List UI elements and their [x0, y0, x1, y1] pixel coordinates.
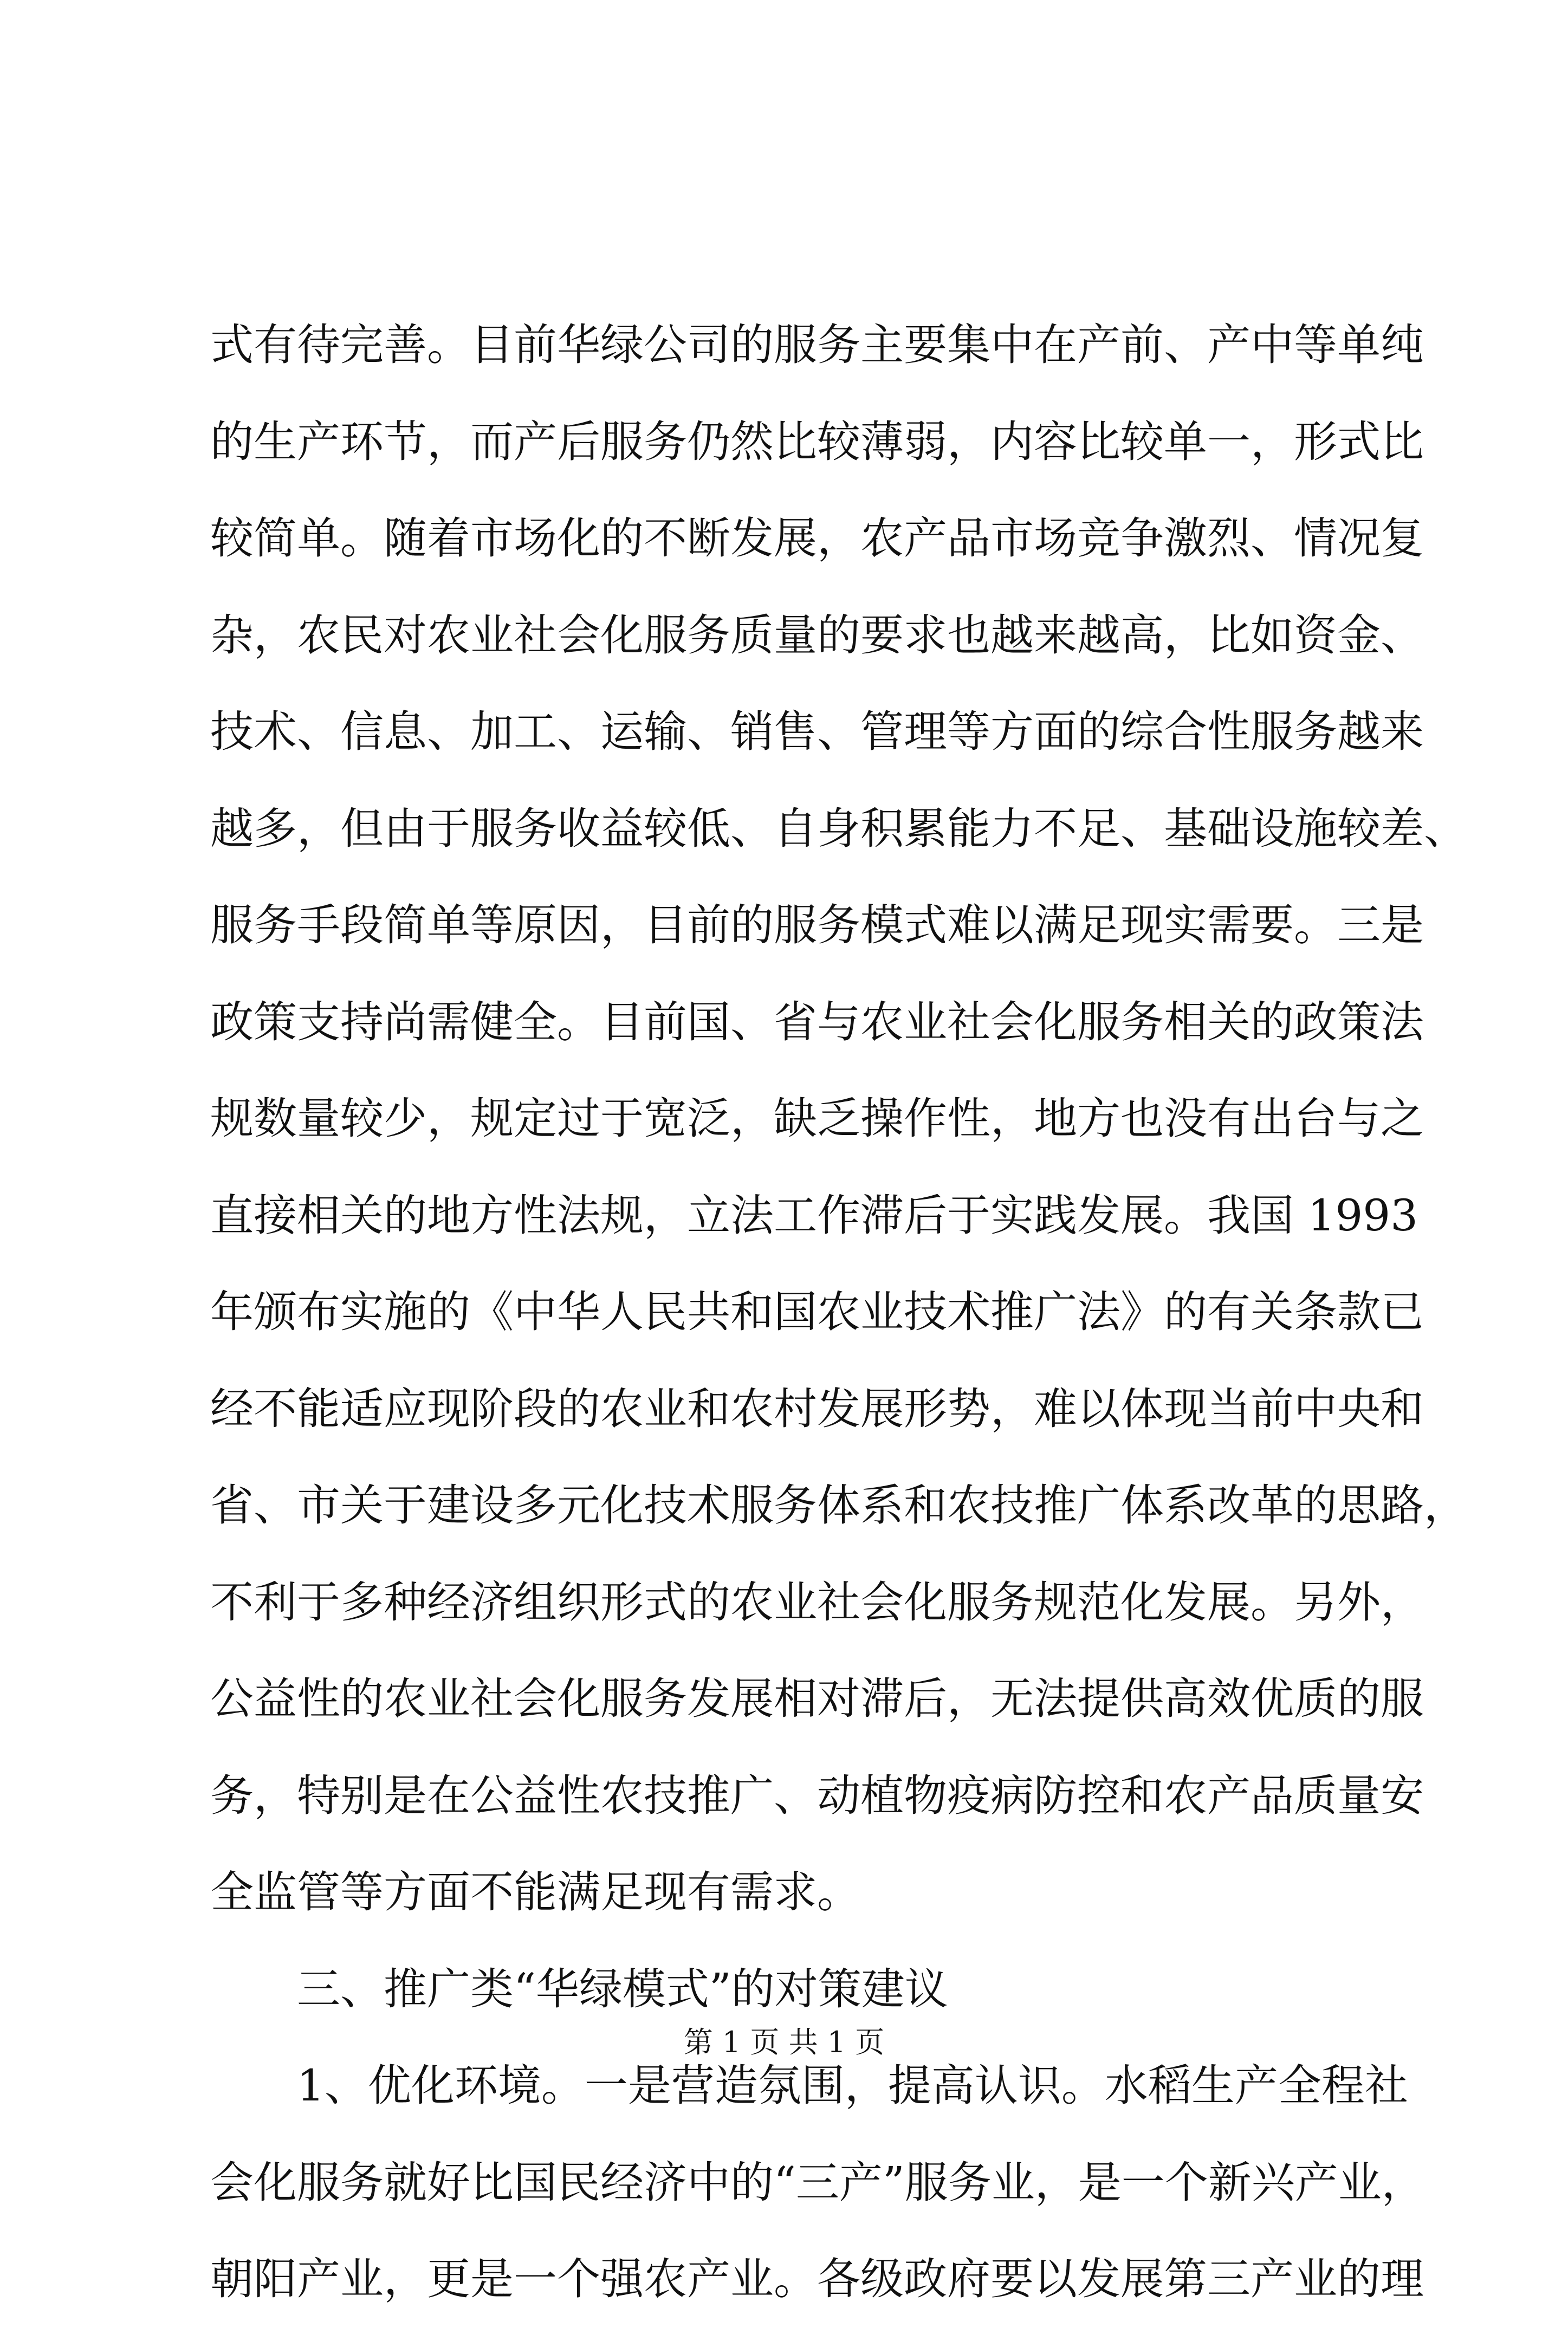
- text-line: 规数量较少，规定过于宽泛，缺乏操作性，地方也没有出台与之: [210, 1093, 1424, 1144]
- text-line: 的生产环节，而产后服务仍然比较薄弱，内容比较单一，形式比: [210, 416, 1424, 467]
- text-line: 政策支持尚需健全。目前国、省与农业社会化服务相关的政策法: [210, 996, 1424, 1047]
- text-line: 1、优化环境。一是营造氛围，提高认识。水稻生产全程社: [297, 2060, 1408, 2111]
- text-line: 经不能适应现阶段的农业和农村发展形势，难以体现当前中央和: [210, 1383, 1424, 1434]
- text-line: 会化服务就好比国民经济中的“三产”服务业，是一个新兴产业，: [210, 2157, 1425, 2208]
- text-line: 式有待完善。目前华绿公司的服务主要集中在产前、产中等单纯: [210, 320, 1424, 370]
- text-line: 杂，农民对农业社会化服务质量的要求也越来越高，比如资金、: [210, 609, 1424, 660]
- text-line: 较简单。随着市场化的不断发展，农产品市场竞争激烈、情况复: [210, 513, 1424, 563]
- text-line: 直接相关的地方性法规，立法工作滞后于实践发展。我国 1993: [210, 1190, 1418, 1241]
- text-line: 务，特别是在公益性农技推广、动植物疫病防控和农产品质量安: [210, 1770, 1424, 1821]
- text-line: 技术、信息、加工、运输、销售、管理等方面的综合性服务越来: [210, 706, 1424, 757]
- text-line: 年颁布实施的《中华人民共和国农业技术推广法》的有关条款已: [210, 1287, 1424, 1337]
- text-line: 省、市关于建设多元化技术服务体系和农技推广体系改革的思路，: [210, 1480, 1467, 1531]
- text-line: 不利于多种经济组织形式的农业社会化服务规范化发展。另外，: [210, 1577, 1424, 1627]
- text-line: 服务手段简单等原因，目前的服务模式难以满足现实需要。三是: [210, 900, 1424, 950]
- text-line: 越多，但由于服务收益较低、自身积累能力不足、基础设施较差、: [210, 803, 1467, 854]
- text-line: 朝阳产业，更是一个强农产业。各级政府要以发展第三产业的理: [210, 2254, 1424, 2304]
- text-line: 公益性的农业社会化服务发展相对滞后，无法提供高效优质的服: [210, 1674, 1424, 1724]
- text-line: 全监管等方面不能满足现有需求。: [210, 1867, 860, 1917]
- section-heading: 三、推广类“华绿模式”的对策建议: [297, 1963, 948, 2014]
- page-footer: 第 1 页 共 1 页: [683, 2025, 885, 2059]
